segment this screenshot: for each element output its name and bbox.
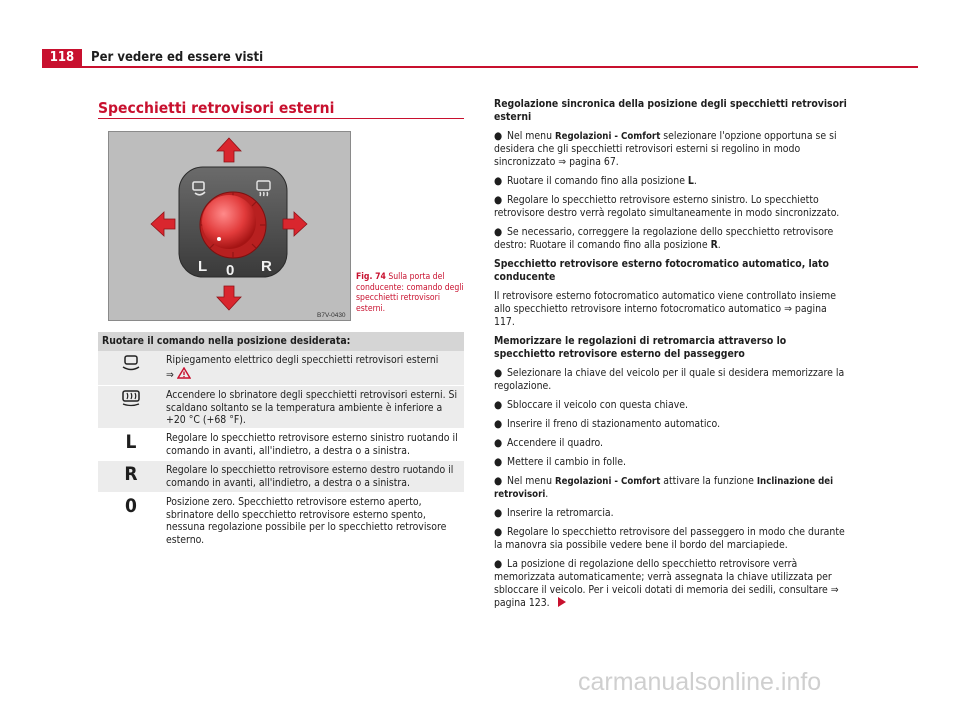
position-symbol-0: 0	[125, 495, 137, 517]
list-item: ● Nel menu Regolazioni - Comfort selezionare l'opzione opportuna se si desidera che gli specchietti retrovisori esterni si regolino in modo sincronizzato ⇒ pagina 67.	[494, 130, 837, 168]
caption-prefix: Fig. 74	[356, 272, 386, 282]
list-item: ● Ruotare il comando fino alla posizione L.	[494, 175, 697, 187]
mirror-control-figure	[108, 131, 351, 321]
mirror-fold-icon	[120, 354, 142, 372]
list-item: ● Nel menu Regolazioni - Comfort attivare la funzione Inclinazione dei retrovisori.	[494, 475, 834, 500]
figure-code: B7V-0430	[317, 312, 346, 319]
reference-arrow: ⇒	[166, 368, 174, 381]
knob-indicator	[217, 237, 221, 241]
list-item: ● La posizione di regolazione dello specchietto retrovisore verrà memorizzata automaticamente; verrà assegnata la chiave utilizzata per sbloccare il veicolo. Per i veicoli dotati di memoria dei sedili, consultare ⇒ pagina 123.	[494, 558, 839, 609]
row-text: Ripiegamento elettrico degli specchietti retrovisori esterni	[166, 354, 439, 366]
table-header: Ruotare il comando nella posizione desiderata:	[98, 332, 464, 351]
right-column	[494, 98, 850, 616]
dial-letter-right: R	[261, 258, 272, 275]
row-text: Regolare lo specchietto retrovisore esterno destro ruotando il comando in avanti, all'indietro, a destra o a sinistra.	[166, 464, 454, 489]
mirror-heating-icon	[120, 389, 142, 407]
list-item: ● Selezionare la chiave del veicolo per il quale si desidera memorizzare la regolazione.	[494, 367, 845, 392]
menu-name: Regolazioni - Comfort	[555, 476, 661, 487]
row-text: Regolare lo specchietto retrovisore esterno sinistro ruotando il comando in avanti, all'indietro, a destra o a sinistra.	[166, 432, 458, 457]
list-item: ● Regolare lo specchietto retrovisore del passeggero in modo che durante la manovra sia possibile vedere bene il bordo del marciapiede.	[494, 526, 845, 551]
header-rule	[42, 66, 918, 68]
running-title: Per vedere ed essere visti	[91, 50, 264, 65]
mirror-control-illustration	[109, 132, 350, 320]
list-item: ● Inserire il freno di stazionamento automatico.	[494, 418, 721, 430]
table-row	[98, 386, 464, 429]
continue-arrow-icon	[558, 597, 566, 607]
arrow-up-icon	[217, 138, 241, 162]
list-item: ● Accendere il quadro.	[494, 437, 603, 449]
table-row	[98, 493, 464, 546]
paragraph-photochromic: Il retrovisore esterno fotocromatico automatico viene controllato insieme allo specchietto retrovisore interno fotocromatico automatico ⇒ pagina 117.	[494, 290, 836, 328]
page-number: 118	[42, 49, 82, 67]
arrow-left-icon	[151, 212, 175, 236]
list-item: ● Se necessario, correggere la regolazione dello specchietto retrovisore destro: Ruotare il comando fino alla posizione R.	[494, 226, 834, 251]
table-row	[98, 351, 464, 386]
positions-table	[98, 332, 464, 546]
position-symbol-r: R	[124, 463, 138, 485]
list-item: ● Regolare lo specchietto retrovisore esterno sinistro. Lo specchietto retrovisore destro verrà regolato simultaneamente in modo sincronizzato.	[494, 194, 840, 219]
dial-letter-center: 0	[226, 262, 235, 279]
position-symbol-l: L	[125, 431, 137, 453]
heading-photochromic: Specchietto retrovisore esterno fotocromatico automatico, lato conducente	[494, 258, 829, 283]
caption-text: Sulla porta del conducente: comando degli specchietti retrovisori esterni.	[356, 272, 464, 314]
section-title: Specchietti retrovisori esterni	[98, 99, 335, 117]
list-item: ● Sbloccare il veicolo con questa chiave.	[494, 399, 688, 411]
function-name: Inclinazione dei retrovisori	[494, 476, 834, 500]
table-row	[98, 461, 464, 493]
dial-letter-left: L	[198, 258, 208, 275]
heading-sync: Regolazione sincronica della posizione degli specchietti retrovisori esterni	[494, 98, 847, 123]
watermark: carmanualsonline.info	[578, 668, 822, 696]
table-row	[98, 429, 464, 461]
warning-icon	[177, 367, 191, 379]
row-text: Posizione zero. Specchietto retrovisore esterno aperto, sbrinatore dello specchietto retrovisore esterno spento, nessuna regolazione possibile per lo specchietto retrovisore esterno.	[166, 496, 447, 546]
heading-reverse-memory: Memorizzare le regolazioni di retromarcia attraverso lo specchietto retrovisore esterno del passeggero	[494, 335, 787, 360]
list-item: ● Inserire la retromarcia.	[494, 507, 614, 519]
control-knob	[202, 195, 256, 249]
figure-caption	[356, 272, 468, 314]
menu-name: Regolazioni - Comfort	[555, 131, 661, 142]
section-rule	[98, 118, 464, 119]
list-item: ● Mettere il cambio in folle.	[494, 456, 627, 468]
row-text: Accendere lo sbrinatore degli specchietti retrovisori esterni. Si scaldano soltanto se la temperatura ambiente è inferiore a +20 °C (+68 °F).	[166, 389, 458, 427]
arrow-down-icon	[217, 286, 241, 310]
